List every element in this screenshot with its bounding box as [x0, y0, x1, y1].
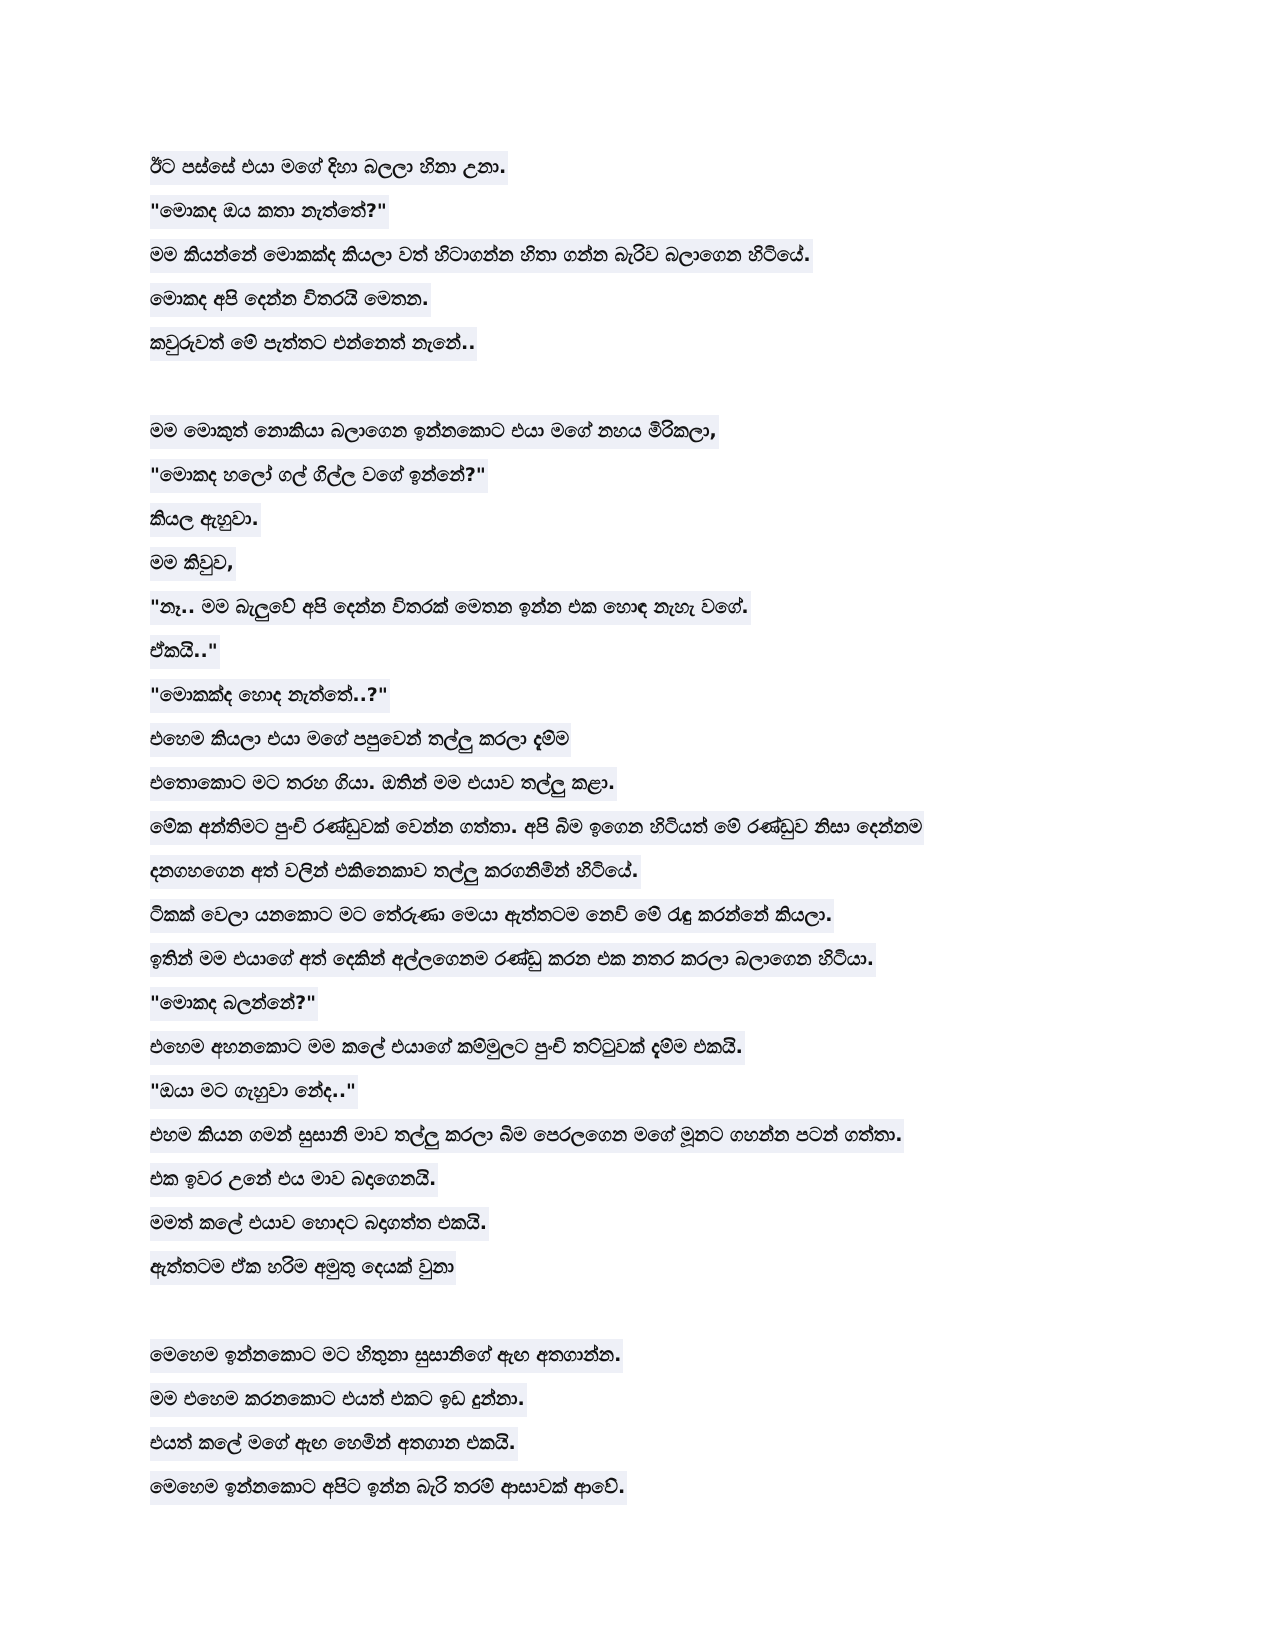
- text-line: මම කියන්නේ මොකක්ද කියලා වත් හිටාගන්න හිතා ගන්න බැරිව බලාගෙන හිටියේ.: [150, 234, 1150, 278]
- text-line: එක ඉවර උනේ එය මාව බදාගෙනයි.: [150, 1158, 1150, 1202]
- text-line: මම කිවුව,: [150, 542, 1150, 586]
- text-line: ඊට පස්සේ එයා මගේ දිහා බලලා හිනා උනා.: [150, 146, 1150, 190]
- text-line: එයත් කලේ මගේ ඇඟ හෙමින් අතගාන එකයි.: [150, 1422, 1150, 1466]
- text-line: මෙහෙම ඉන්නකොට මට හිතුනා සුසානිගේ ඇඟ අතගාන්න.: [150, 1334, 1150, 1378]
- text-line: එහම කියන ගමන් සුසානි මාව තල්ලු කරලා බිම පෙරලගෙන මගේ මූනට ගහන්න පටන් ගත්තා.: [150, 1114, 1150, 1158]
- text-line: මමත් කලේ එයාව හොදට බදාගත්ත එකයි.: [150, 1202, 1150, 1246]
- text-line: එහෙම කියලා එයා මගේ පපුවෙන් තල්ලු කරලා දැම්ම: [150, 718, 1150, 762]
- paragraph-2: [150, 410, 1150, 1290]
- paragraph-1: [150, 146, 1150, 366]
- text-line: "නෑ.. මම බැලුවේ අපි දෙන්න විතරක් මෙතන ඉන්න එක හොඳ නැහැ වගේ.: [150, 586, 1150, 630]
- text-line: මම මොකුත් නොකියා බලාගෙන ඉන්නකොට එයා මගේ නහය මිරිකලා,: [150, 410, 1150, 454]
- text-line: මෙහෙම ඉන්නකොට අපිට ඉන්න බැරි තරම් ආසාවක් ආවේ.: [150, 1466, 1150, 1510]
- text-line: කවුරුවත් මේ පැත්තට එන්නෙත් නැනේ..: [150, 322, 1150, 366]
- text-line: ඉතින් මම එයාගේ අත් දෙකින් අල්ලගෙනම රණ්ඩු කරන එක නතර කරලා බලාගෙන හිටියා.: [150, 938, 1150, 982]
- text-line: "ඔයා මට ගැහුවා නේද..": [150, 1070, 1150, 1114]
- story-text: [150, 146, 1150, 1510]
- text-line: ඇත්තටම ඒක හරිම අමුතු දෙයක් වුනා: [150, 1246, 1150, 1290]
- text-line: "මොකක්ද හොද නැත්තේ..?": [150, 674, 1150, 718]
- text-line: "මොකද බලන්නේ?": [150, 982, 1150, 1026]
- text-line: ටිකක් වෙලා යනකොට මට තේරුණා මෙයා ඇත්තටම නෙවි මේ රැඳු කරන්නේ කියලා.: [150, 894, 1150, 938]
- paragraph-gap: [150, 366, 1150, 410]
- text-line: මේක අන්තිමට පුංචි රණ්ඩුවක් වෙන්න ගත්තා. අපි බිම ඉගෙන හිටියත් මේ රණ්ඩුව නිසා දෙන්නම: [150, 806, 1150, 850]
- text-line: ඒකයි..": [150, 630, 1150, 674]
- text-line: "මොකද ඔය කතා නැත්තේ?": [150, 190, 1150, 234]
- text-line: "මොකද හලෝ ගල් ගිල්ල වගේ ඉන්නේ?": [150, 454, 1150, 498]
- paragraph-3: [150, 1334, 1150, 1510]
- text-line: කියල ඇහුවා.: [150, 498, 1150, 542]
- text-line: මොකද අපි දෙන්න විතරයි මෙතන.: [150, 278, 1150, 322]
- text-line: මම එහෙම කරනකොට එයත් එකට ඉඩ දුන්නා.: [150, 1378, 1150, 1422]
- text-line: එහෙම අහනකොට මම කලේ එයාගේ කම්මුලට පුංචි තට්ටුවක් දැම්ම එකයි.: [150, 1026, 1150, 1070]
- text-line: එතොකොට මට තරහ ගියා. ඔතින් මම එයාව තල්ලු කළා.: [150, 762, 1150, 806]
- text-line: දනගහගෙන අත් වලින් එකිනෙකාව තල්ලු කරගනිමින් හිටියේ.: [150, 850, 1150, 894]
- paragraph-gap: [150, 1290, 1150, 1334]
